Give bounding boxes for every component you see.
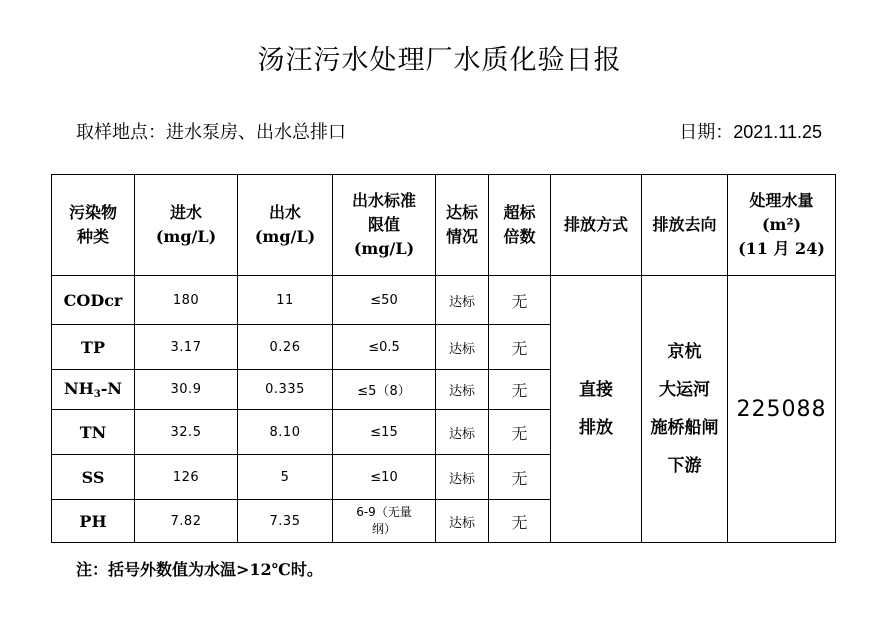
discharge-dest-line1: 京杭 (667, 342, 702, 362)
inflow-value: 3.17 (135, 325, 238, 370)
inflow-value: 126 (135, 455, 238, 500)
header-pollutant-line1: 污染物 (68, 203, 117, 222)
inflow-value: 7.82 (135, 500, 238, 543)
limit-value: ≤0.5 (333, 325, 436, 370)
status-value: 达标 (436, 325, 489, 370)
header-exceed-line2: 倍数 (503, 227, 536, 246)
header-exceed (489, 175, 551, 276)
outflow-value: 7.35 (238, 500, 333, 543)
header-outflow-line1: 出水 (268, 203, 301, 222)
header-limit-line1: 出水标准 (351, 191, 416, 210)
pollutant-name: SS (52, 455, 135, 500)
header-flow-line3: (11 月 24) (738, 239, 825, 258)
header-exceed-line1: 超标 (503, 203, 536, 222)
status-value: 达标 (436, 370, 489, 410)
limit-value: ≤10 (333, 455, 436, 500)
pollutant-name (52, 370, 135, 410)
header-discharge-method: 排放方式 (551, 175, 642, 276)
header-status-line1: 达标 (445, 203, 478, 222)
discharge-method-line1: 直接 (579, 380, 613, 400)
outflow-value: 0.26 (238, 325, 333, 370)
header-flow (728, 175, 836, 276)
limit-value: ≤50 (333, 276, 436, 325)
outflow-value: 0.335 (238, 370, 333, 410)
outflow-value: 8.10 (238, 410, 333, 455)
pollutant-name: CODcr (52, 276, 135, 325)
discharge-dest-cell (642, 276, 728, 543)
pollutant-name-tail: -N (100, 379, 122, 398)
pollutant-name-subscript: 3 (93, 389, 101, 400)
status-value: 达标 (436, 410, 489, 455)
flow-value: 225088 (728, 276, 836, 543)
header-status (436, 175, 489, 276)
discharge-method-cell (551, 276, 642, 543)
limit-value (333, 500, 436, 543)
exceed-value: 无 (489, 455, 551, 500)
discharge-dest-line3: 施桥船闸 (650, 418, 719, 438)
exceed-value: 无 (489, 500, 551, 543)
status-value: 达标 (436, 455, 489, 500)
limit-value: ≤15 (333, 410, 436, 455)
water-quality-table (51, 174, 836, 543)
header-pollutant (52, 175, 135, 276)
header-inflow-line2: (mg/L) (155, 227, 217, 246)
pollutant-name: TP (52, 325, 135, 370)
header-inflow-line1: 进水 (169, 203, 202, 222)
exceed-value: 无 (489, 276, 551, 325)
sampling-location: 取样地点：进水泵房、出水总排口 (76, 122, 346, 142)
header-outflow (238, 175, 333, 276)
header-outflow-line2: (mg/L) (254, 227, 316, 246)
pollutant-name: PH (52, 500, 135, 543)
discharge-dest-line2: 大运河 (659, 380, 710, 400)
table-row (52, 276, 836, 325)
inflow-value: 180 (135, 276, 238, 325)
outflow-value: 5 (238, 455, 333, 500)
exceed-value: 无 (489, 325, 551, 370)
pollutant-name: TN (52, 410, 135, 455)
limit-value-line2: 纲） (371, 522, 396, 536)
report-date: 日期：2021.11.25 (679, 122, 822, 142)
header-limit-line3: (mg/L) (353, 239, 415, 258)
inflow-value: 32.5 (135, 410, 238, 455)
limit-value-line1: 6-9（无量 (356, 505, 412, 519)
header-limit (333, 175, 436, 276)
status-value: 达标 (436, 500, 489, 543)
header-discharge-dest: 排放去向 (642, 175, 728, 276)
discharge-dest-line4: 下游 (667, 456, 702, 476)
limit-value: ≤5（8） (333, 370, 436, 410)
header-limit-line2: 限值 (367, 215, 400, 234)
header-flow-line2: (m²) (761, 215, 802, 234)
header-flow-line1: 处理水量 (749, 191, 814, 210)
discharge-method-line2: 排放 (579, 418, 613, 438)
exceed-value: 无 (489, 410, 551, 455)
header-row (52, 175, 836, 276)
footnote: 注：括号外数值为水温>12℃时。 (76, 560, 323, 579)
header-pollutant-line2: 种类 (76, 227, 109, 246)
outflow-value: 11 (238, 276, 333, 325)
report-title: 汤汪污水处理厂水质化验日报 (257, 45, 622, 75)
pollutant-name-main: NH (64, 379, 94, 398)
header-status-line2: 情况 (445, 227, 478, 246)
header-inflow (135, 175, 238, 276)
inflow-value: 30.9 (135, 370, 238, 410)
status-value: 达标 (436, 276, 489, 325)
exceed-value: 无 (489, 370, 551, 410)
